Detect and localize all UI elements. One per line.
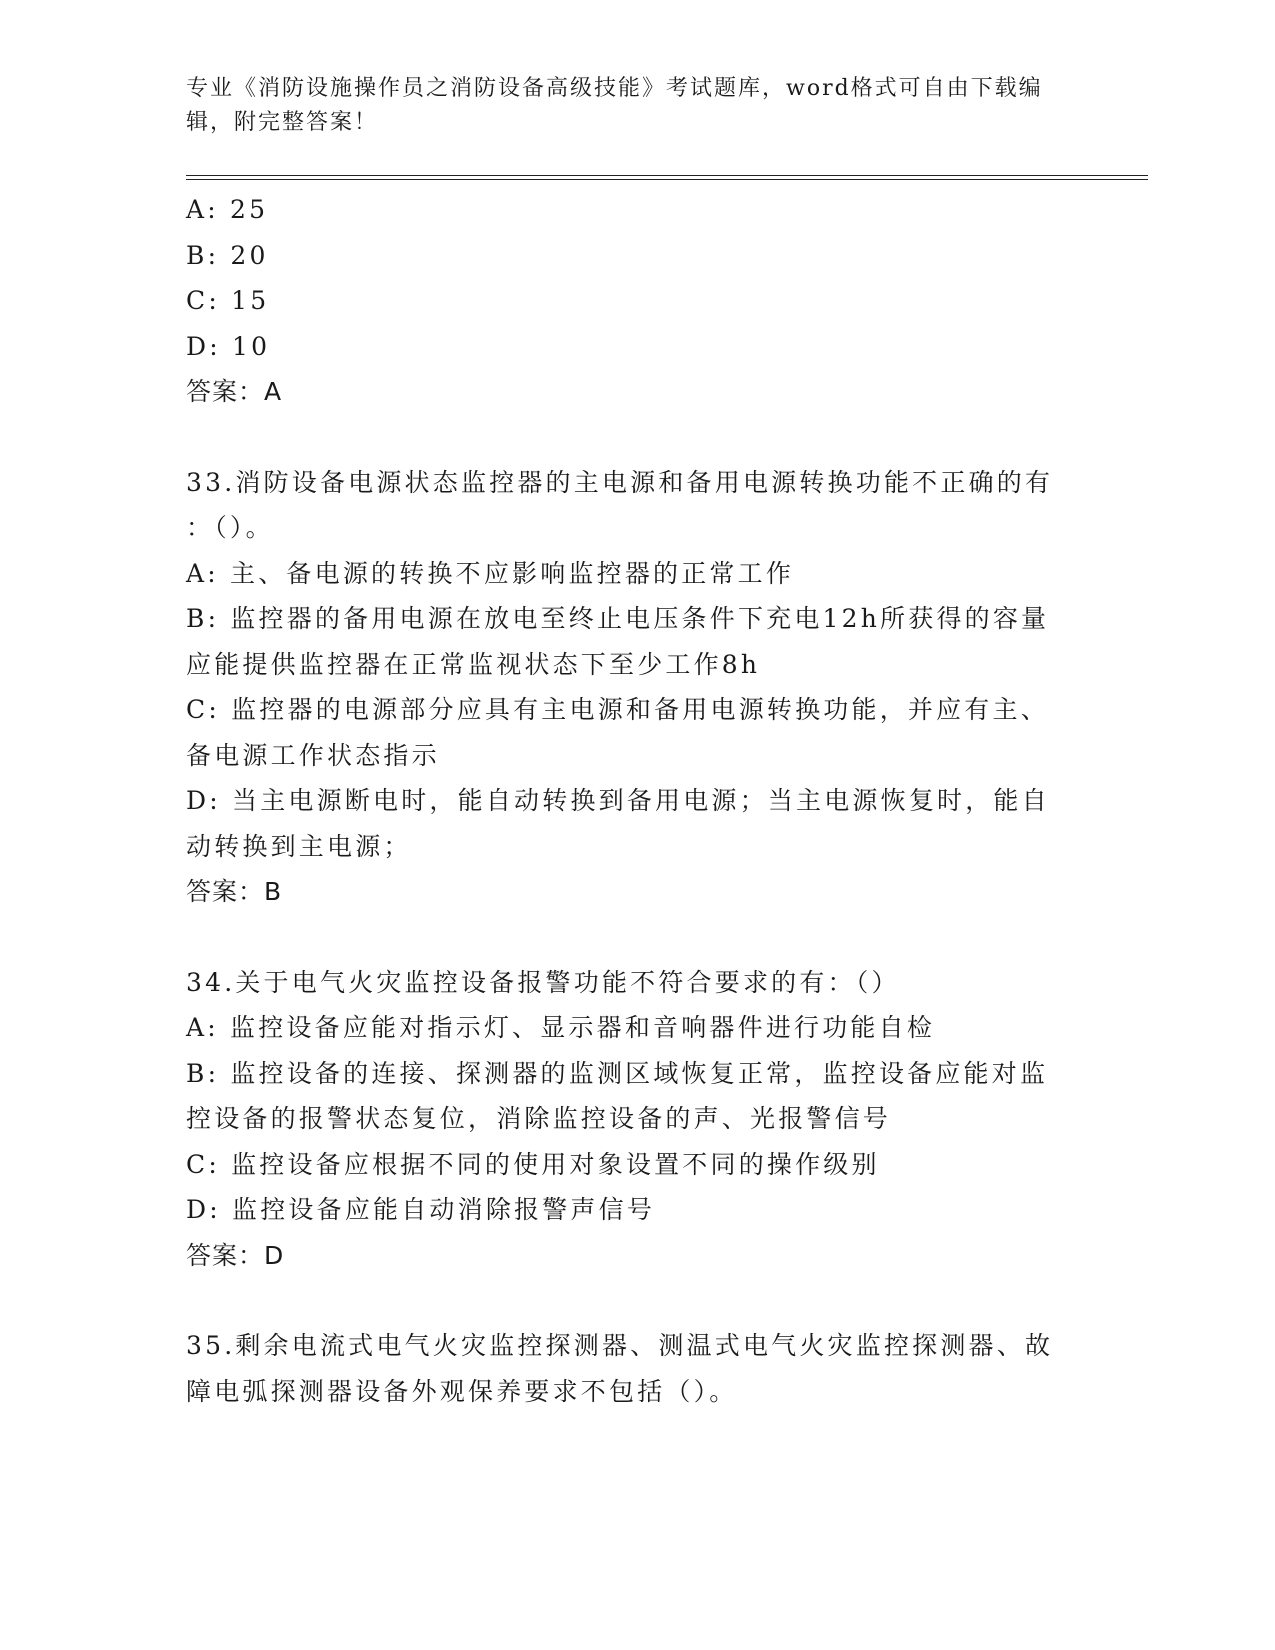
option-a: A: 主、备电源的转换不应影响监控器的正常工作: [186, 558, 795, 588]
question-34: [186, 960, 1066, 1279]
option-b: B: 监控器的备用电源在放电至终止电压条件下充电12h所获得的容量: [186, 604, 1050, 633]
question-stem: 33.消防设备电源状态监控器的主电源和备用电源转换功能不正确的有: [186, 467, 1054, 497]
spacer: [186, 415, 1066, 460]
option-a: A: 25: [186, 195, 269, 224]
option-c: C: 15: [186, 286, 270, 315]
option-c: C: 监控设备应根据不同的使用对象设置不同的操作级别: [186, 1149, 880, 1179]
answer-label: 答案：B: [186, 877, 283, 906]
option-d: D: 当主电源断电时，能自动转换到备用电源；当主电源恢复时，能自: [186, 786, 1050, 815]
option-c: C: 监控器的电源部分应具有主电源和备用电源转换功能，并应有主、: [186, 695, 1049, 724]
spacer: [186, 1278, 1066, 1323]
question-stem: 障电弧探测器设备外观保养要求不包括（）。: [186, 1376, 738, 1406]
document-header: 专业《消防设施操作员之消防设备高级技能》考试题库，word格式可自由下载编辑，附完整答案！: [186, 76, 1043, 135]
previous-question-options: [186, 187, 1066, 415]
question-content: [186, 187, 1066, 1414]
spacer: [186, 915, 1066, 960]
answer-label: 答案：A: [186, 377, 283, 406]
question-33: [186, 460, 1066, 915]
option-b-continued: 控设备的报警状态复位，消除监控设备的声、光报警信号: [186, 1104, 892, 1133]
option-d-continued: 动转换到主电源；: [186, 831, 412, 861]
answer-label: 答案：D: [186, 1240, 285, 1270]
option-c-continued: 备电源工作状态指示: [186, 740, 440, 770]
header-divider: [186, 175, 1148, 180]
question-stem: 35.剩余电流式电气火灾监控探测器、测温式电气火灾监控探测器、故: [186, 1331, 1054, 1360]
option-b: B: 监控设备的连接、探测器的监测区域恢复正常，监控设备应能对监: [186, 1058, 1049, 1088]
option-a: A: 监控设备应能对指示灯、显示器和音响器件进行功能自检: [186, 1013, 936, 1042]
question-stem: 34.关于电气火灾监控设备报警功能不符合要求的有：（）: [186, 967, 900, 997]
option-b: B: 20: [186, 240, 269, 270]
question-stem: ：（）。: [186, 513, 274, 542]
option-d: D: 10: [186, 331, 271, 361]
option-b-continued: 应能提供监控器在正常监视状态下至少工作8h: [186, 649, 761, 679]
option-d: D: 监控设备应能自动消除报警声信号: [186, 1195, 656, 1224]
question-35: [186, 1323, 1066, 1414]
